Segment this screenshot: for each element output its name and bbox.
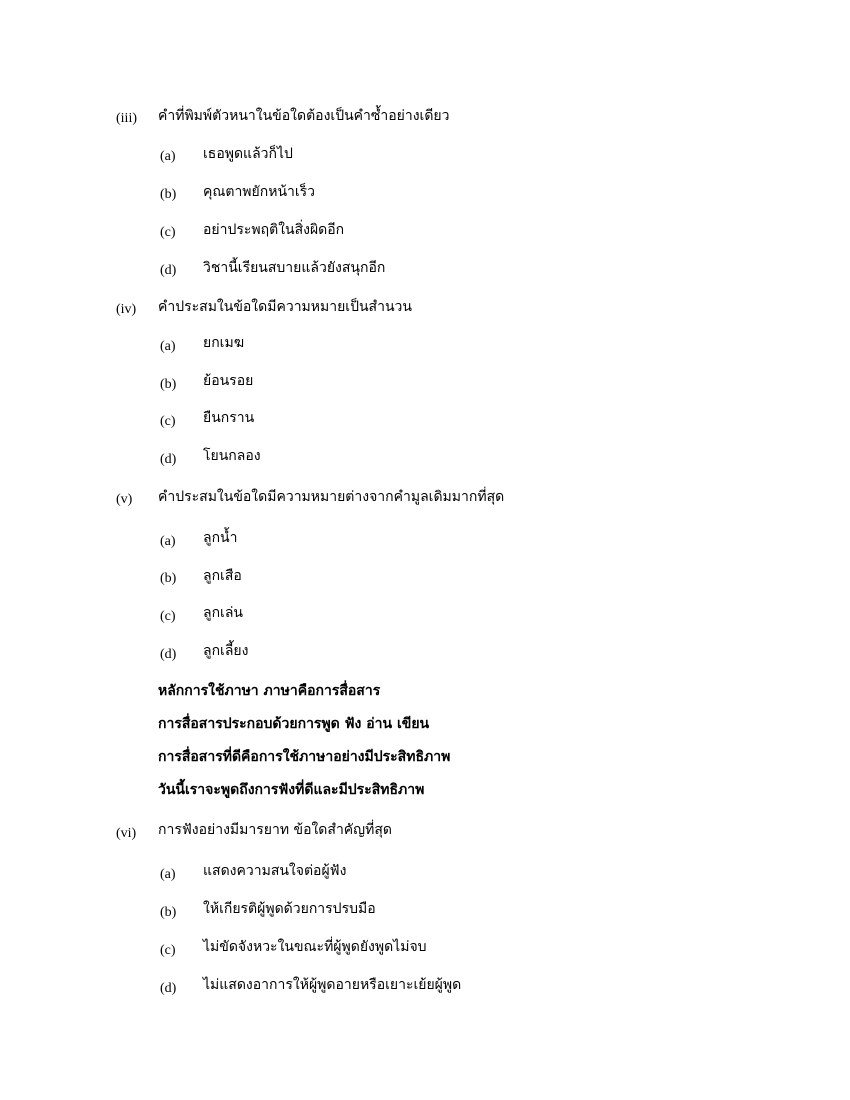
option-text: เธอพูดแล้วก็ไป [203, 146, 293, 162]
question-number: (v) [116, 492, 133, 507]
option-text: ลูกเลี้ยง [203, 643, 249, 659]
option-text: ลูกเสือ [203, 568, 242, 584]
passage-line: หลักการใช้ภาษา ภาษาคือการสื่อสาร [158, 683, 381, 699]
passage-line: วันนี้เราจะพูดถึงการฟังที่ดีและมีประสิทธิภาพ [158, 782, 425, 798]
option-label: (b) [160, 571, 177, 586]
option-label: (d) [160, 452, 177, 467]
option-text: ยกเมฆ [203, 335, 245, 351]
option-text: อย่าประพฤติในสิ่งผิดอีก [203, 222, 345, 238]
option-label: (c) [160, 943, 176, 958]
option-text: ลูกเล่น [203, 605, 243, 621]
option-text: ลูกน้ำ [203, 530, 238, 546]
option-text: ไม่แสดงอาการให้ผู้พูดอายหรือเยาะเย้ยผู้พูด [203, 977, 462, 993]
option-label: (a) [160, 867, 176, 882]
passage-line: การสื่อสารประกอบด้วยการพูด ฟัง อ่าน เขียน [158, 716, 430, 732]
option-text: ไม่ขัดจังหวะในขณะที่ผู้พูดยังพูดไม่จบ [203, 939, 427, 955]
question-text: คำประสมในข้อใดมีความหมายต่างจากคำมูลเดิมมากที่สุด [158, 489, 505, 505]
question-text: คำประสมในข้อใดมีความหมายเป็นสำนวน [158, 299, 412, 315]
option-label: (c) [160, 609, 176, 624]
option-text: แสดงความสนใจต่อผู้ฟัง [203, 863, 347, 879]
option-label: (d) [160, 263, 177, 278]
option-label: (c) [160, 414, 176, 429]
question-text: คำที่พิมพ์ตัวหนาในข้อใดต้องเป็นคำซ้ำอย่างเดียว [158, 108, 450, 124]
option-label: (d) [160, 981, 177, 996]
option-text: ย้อนรอย [203, 373, 254, 389]
option-text: ให้เกียรติผู้พูดด้วยการปรบมือ [203, 901, 376, 917]
question-number: (iv) [116, 302, 137, 317]
option-text: คุณตาพยักหน้าเร็ว [203, 184, 316, 200]
option-label: (a) [160, 149, 176, 164]
option-label: (d) [160, 647, 177, 662]
option-label: (a) [160, 534, 176, 549]
option-text: วิชานี้เรียนสบายแล้วยังสนุกอีก [203, 260, 386, 276]
question-number: (iii) [116, 111, 137, 126]
option-label: (b) [160, 377, 177, 392]
option-text: โยนกลอง [203, 448, 261, 464]
question-number: (vi) [116, 826, 137, 841]
question-text: การฟังอย่างมีมารยาท ข้อใดสำคัญที่สุด [158, 822, 392, 838]
option-text: ยืนกราน [203, 410, 255, 426]
option-label: (b) [160, 905, 177, 920]
option-label: (b) [160, 187, 177, 202]
option-label: (a) [160, 339, 176, 354]
option-label: (c) [160, 225, 176, 240]
passage-line: การสื่อสารที่ดีคือการใช้ภาษาอย่างมีประสิทธิภาพ [158, 749, 451, 765]
